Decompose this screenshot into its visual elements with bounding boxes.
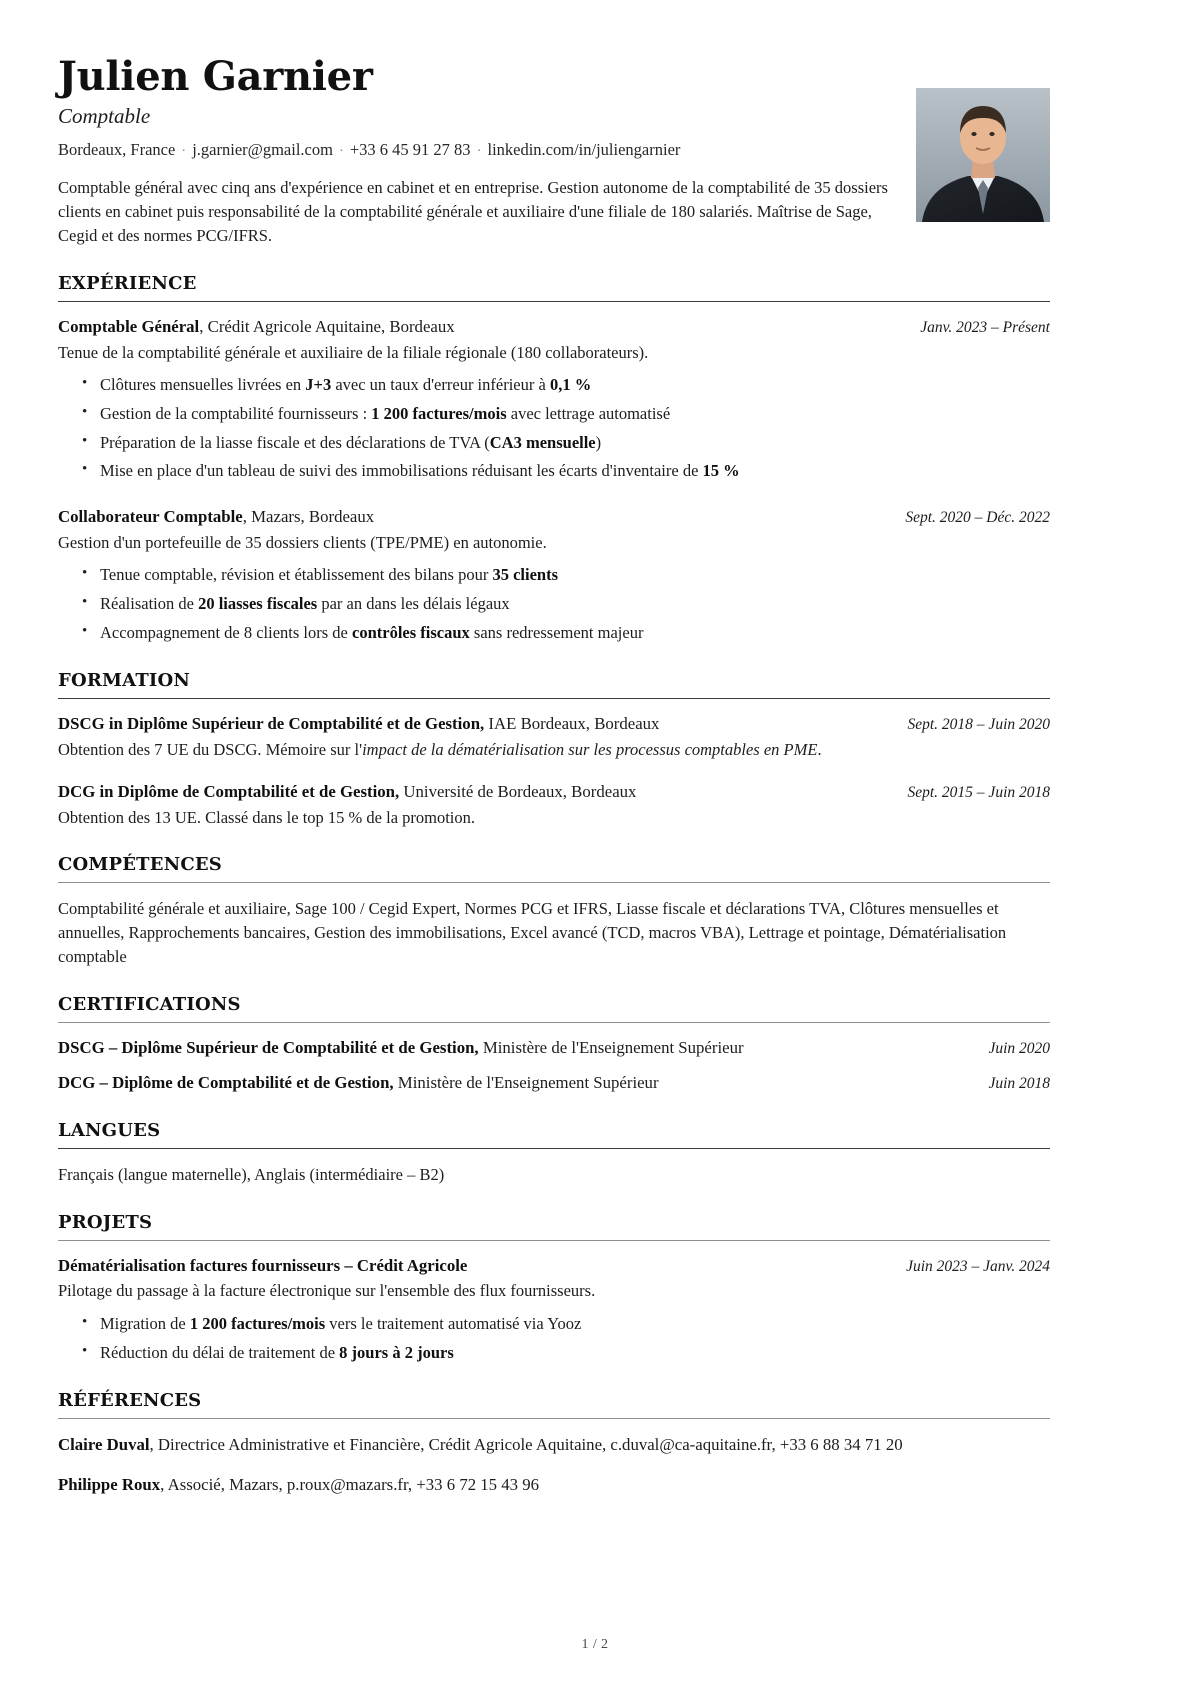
certification-row <box>58 1072 1050 1095</box>
experience-entry <box>58 506 1050 645</box>
entry-header <box>58 1255 1050 1278</box>
certification-name: DCG – Diplôme de Comptabilité et de Gestion, <box>58 1073 394 1093</box>
contact-line <box>58 139 1050 162</box>
bullet-emphasis: 8 jours à 2 jours <box>339 1342 454 1362</box>
bullet-emphasis: 15 % <box>702 461 740 481</box>
professional-summary: Comptable général avec cinq ans d'expérience en cabinet et en entreprise. Gestion autonome de la comptabilité de 35 dossiers clients en cabinet puis responsabilité de la comptabilité générale et auxiliaire d'une filiale de 180 salariés. Maîtrise de Sage, Cegid et des normes PCG/IFRS. <box>58 178 888 246</box>
bullet-text: Clôtures mensuelles livrées en <box>100 375 306 395</box>
bullet-text: Réalisation de <box>100 593 199 613</box>
bullet-text: ) <box>595 432 602 452</box>
section-experience <box>58 274 1050 645</box>
bullet-text: sans redressement majeur <box>469 622 644 642</box>
reference-name: Philippe Roux <box>58 1474 161 1494</box>
contact-linkedin[interactable]: linkedin.com/in/juliengarnier <box>487 139 681 159</box>
experience-bullet-list <box>58 563 1050 645</box>
degree-name: DCG in Diplôme de Comptabilité et de Gestion, <box>58 782 400 802</box>
experience-entry <box>58 316 1050 484</box>
section-heading-formation: FORMATION <box>58 670 191 692</box>
section-certifications <box>58 995 1050 1095</box>
entry-title <box>58 1255 888 1278</box>
section-heading-langues: LANGUES <box>58 1120 161 1142</box>
job-role-subtitle: Comptable <box>58 104 151 129</box>
bullet-text: Mise en place d'un tableau de suivi des immobilisations réduisant les écarts d'inventaire de <box>100 461 703 481</box>
resume-header <box>58 53 1050 248</box>
bullet-emphasis: contrôles fiscaux <box>352 622 470 642</box>
certification-issuer: Ministère de l'Enseignement Supérieur <box>478 1037 744 1057</box>
languages-text: Français (langue maternelle), Anglais (intermédiaire – B2) <box>58 1164 445 1184</box>
description-text: Obtention des 7 UE du DSCG. Mémoire sur l' <box>58 739 363 759</box>
portrait-photo-icon <box>916 88 1050 222</box>
project-bullet-list <box>58 1312 1050 1366</box>
entry-description: Tenue de la comptabilité générale et auxiliaire de la filiale régionale (180 collaborateurs). <box>58 342 649 362</box>
entry-date: Juin 2023 – Janv. 2024 <box>906 1257 1050 1275</box>
section-divider <box>58 698 1050 699</box>
list-item <box>80 373 1050 398</box>
job-company-location: , Crédit Agricole Aquitaine, Bordeaux <box>199 317 455 337</box>
education-entry <box>58 713 1050 761</box>
section-divider <box>58 1418 1050 1419</box>
contact-separator-icon: · <box>476 143 482 159</box>
list-item <box>80 621 1050 646</box>
certification-date: Juin 2020 <box>988 1039 1050 1057</box>
description-text: . <box>817 739 822 759</box>
section-heading-projets: PROJETS <box>58 1211 153 1233</box>
avatar <box>916 88 1050 222</box>
bullet-emphasis: 35 clients <box>492 565 558 585</box>
entry-header <box>58 506 1050 529</box>
bullet-text: avec un taux d'erreur inférieur à <box>331 375 550 395</box>
entry-description: Obtention des 13 UE. Classé dans le top 15 % de la promotion. <box>58 808 476 828</box>
bullet-text: Tenue comptable, révision et établissement des bilans pour <box>100 565 493 585</box>
bullet-emphasis: 1 200 factures/mois <box>371 403 507 423</box>
job-company-location: , Mazars, Bordeaux <box>242 507 375 527</box>
certification-name: DSCG – Diplôme Supérieur de Comptabilité et de Gestion, <box>58 1037 479 1057</box>
contact-separator-icon: · <box>339 143 344 159</box>
entry-date: Sept. 2020 – Déc. 2022 <box>905 509 1050 527</box>
certification-issuer: Ministère de l'Enseignement Supérieur <box>393 1073 659 1093</box>
bullet-text: Accompagnement de 8 clients lors de <box>100 622 353 642</box>
education-entry <box>58 781 1050 829</box>
bullet-emphasis: 0,1 % <box>549 375 592 395</box>
entry-date: Sept. 2018 – Juin 2020 <box>907 716 1050 734</box>
entry-title <box>58 713 890 736</box>
list-item <box>80 563 1050 588</box>
contact-location: Bordeaux, France <box>58 139 176 159</box>
bullet-emphasis: CA3 mensuelle <box>489 432 596 452</box>
entry-date: Sept. 2015 – Juin 2018 <box>907 784 1050 802</box>
certification-row <box>58 1037 1050 1060</box>
entry-title <box>58 316 902 339</box>
skills-text: Comptabilité générale et auxiliaire, Sage 100 / Cegid Expert, Normes PCG et IFRS, Liasse fiscale et déclarations TVA, Clôtures mensuelles et annuelles, Rapprochements bancaires, Gestion des immobilisations, Excel avancé (TCD, macros VBA), Lettrage et pointage, Dématérialisation comptable <box>58 899 1007 967</box>
project-entry <box>58 1255 1050 1366</box>
section-competences <box>58 855 1050 969</box>
bullet-emphasis: J+3 <box>305 375 332 395</box>
entry-header <box>58 713 1050 736</box>
entry-description <box>58 738 1050 761</box>
section-divider <box>58 1240 1050 1241</box>
entry-date: Janv. 2023 – Présent <box>920 319 1050 337</box>
bullet-text: Réduction du délai de traitement de <box>100 1342 340 1362</box>
page-footer: 1 / 2 <box>581 1637 609 1652</box>
reference-details: , Directrice Administrative et Financière, Crédit Agricole Aquitaine, c.duval@ca-aquitaine.fr, +33 6 88 34 71 20 <box>149 1435 903 1455</box>
contact-separator-icon: · <box>181 143 187 159</box>
certification-date: Juin 2018 <box>988 1075 1050 1093</box>
section-divider <box>58 882 1050 883</box>
section-heading-certifications: CERTIFICATIONS <box>58 994 241 1016</box>
section-langues <box>58 1121 1050 1187</box>
section-references <box>58 1391 1050 1496</box>
certification-name-line <box>58 1072 659 1095</box>
job-position: Comptable Général <box>58 317 200 337</box>
job-position: Collaborateur Comptable <box>58 507 243 527</box>
section-projets <box>58 1213 1050 1365</box>
section-divider <box>58 1022 1050 1023</box>
bullet-text: Migration de <box>100 1313 190 1333</box>
reference-row <box>58 1433 1050 1457</box>
section-heading-references: RÉFÉRENCES <box>58 1390 202 1412</box>
school-location: Université de Bordeaux, Bordeaux <box>399 782 637 802</box>
section-divider <box>58 301 1050 302</box>
school-location: IAE Bordeaux, Bordeaux <box>484 714 660 734</box>
list-item <box>80 459 1050 484</box>
entry-description: Pilotage du passage à la facture électronique sur l'ensemble des flux fournisseurs. <box>58 1281 596 1301</box>
contact-phone[interactable]: +33 6 45 91 27 83 <box>349 139 471 159</box>
entry-title <box>58 781 890 804</box>
list-item <box>80 1341 1050 1366</box>
bullet-emphasis: 1 200 factures/mois <box>189 1313 326 1333</box>
bullet-text: avec lettrage automatisé <box>506 403 671 423</box>
bullet-text: par an dans les délais légaux <box>317 593 510 613</box>
bullet-text: Gestion de la comptabilité fournisseurs : <box>100 403 372 423</box>
bullet-text: Préparation de la liasse fiscale et des déclarations de TVA ( <box>100 432 490 452</box>
section-heading-competences: COMPÉTENCES <box>58 854 222 876</box>
reference-details: , Associé, Mazars, p.roux@mazars.fr, +33 6 72 15 43 96 <box>160 1474 540 1494</box>
section-divider <box>58 1148 1050 1149</box>
entry-header <box>58 316 1050 339</box>
list-item <box>80 431 1050 456</box>
reference-name: Claire Duval <box>58 1435 150 1455</box>
list-item <box>80 1312 1050 1337</box>
list-item <box>80 592 1050 617</box>
project-name: Dématérialisation factures fournisseurs – Crédit Agricole <box>58 1255 468 1275</box>
section-heading-experience: EXPÉRIENCE <box>58 273 197 295</box>
reference-row <box>58 1473 1050 1497</box>
entry-description: Gestion d'un portefeuille de 35 dossiers clients (TPE/PME) en autonomie. <box>58 532 547 552</box>
bullet-emphasis: 20 liasses fiscales <box>198 593 318 613</box>
entry-title <box>58 506 887 529</box>
page-title: Julien Garnier <box>58 53 373 100</box>
entry-header <box>58 781 1050 804</box>
bullet-text: vers le traitement automatisé via Yooz <box>325 1313 582 1333</box>
thesis-title: impact de la dématérialisation sur les processus comptables en PME <box>362 739 818 759</box>
experience-bullet-list <box>58 373 1050 484</box>
list-item <box>80 402 1050 427</box>
section-formation <box>58 671 1050 829</box>
contact-email[interactable]: j.garnier@gmail.com <box>192 139 333 159</box>
certification-name-line <box>58 1037 744 1060</box>
degree-name: DSCG in Diplôme Supérieur de Comptabilité et de Gestion, <box>58 714 485 734</box>
